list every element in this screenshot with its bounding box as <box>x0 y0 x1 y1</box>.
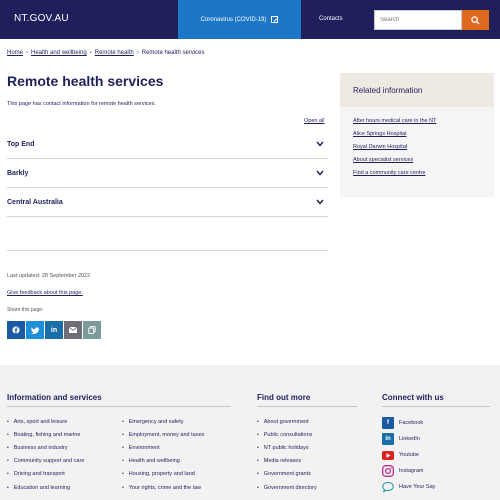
share-twitter-button[interactable] <box>26 321 44 339</box>
chevron-down-icon <box>316 141 324 147</box>
search-icon <box>471 16 480 25</box>
related-item <box>353 118 494 124</box>
related-item <box>353 170 494 176</box>
footer-link[interactable]: • Business and industry <box>7 441 84 454</box>
related-item <box>353 157 494 163</box>
social-have-your-say[interactable] <box>382 479 435 495</box>
external-link-icon <box>271 16 278 23</box>
footer-link[interactable]: • Government directory <box>257 481 317 494</box>
open-all-link[interactable]: Open all <box>304 118 325 124</box>
social-links <box>382 415 435 495</box>
chevron-right-icon: › <box>89 50 92 56</box>
chevron-right-icon: › <box>26 50 29 56</box>
social-instagram[interactable] <box>382 463 435 479</box>
share-copy-button[interactable] <box>83 321 101 339</box>
footer-link[interactable]: • Health and wellbeing <box>122 455 204 468</box>
related-link[interactable]: Find a community care centre <box>353 170 426 176</box>
accordion-label: Top End <box>7 140 35 148</box>
twitter-icon <box>31 327 39 334</box>
related-link[interactable]: About specialist services <box>353 157 414 163</box>
footer-divider <box>257 406 357 407</box>
linkedin-icon: in <box>382 433 394 445</box>
chevron-right-icon: › <box>136 50 139 56</box>
instagram-icon <box>382 465 394 477</box>
accordion-item-top-end[interactable] <box>7 130 328 159</box>
footer-link[interactable]: • Community support and care <box>7 455 84 468</box>
footer-link[interactable]: • Boating, fishing and marine <box>7 428 84 441</box>
related-link[interactable]: After hours medical care in the NT <box>353 118 437 124</box>
social-label: LinkedIn <box>399 436 420 442</box>
related-item <box>353 144 494 150</box>
copy-icon <box>88 326 96 334</box>
covid-label: Coronavirus (COVID-19) <box>200 16 267 23</box>
share-linkedin-button[interactable] <box>45 321 63 339</box>
chevron-down-icon <box>316 170 324 176</box>
related-item <box>353 131 494 137</box>
share-buttons <box>7 321 101 339</box>
footer-info-title: Information and services <box>7 393 102 402</box>
footer-link[interactable]: • Media releases <box>257 455 317 468</box>
footer-link[interactable]: • Driving and transport <box>7 468 84 481</box>
related-links <box>340 107 494 176</box>
footer-link[interactable]: • Housing, property and land <box>122 468 204 481</box>
accordion-label: Barkly <box>7 169 29 177</box>
footer-link[interactable]: • Emergency and safety <box>122 415 204 428</box>
footer-find-title: Find out more <box>257 393 311 402</box>
feedback-link[interactable]: Give feedback about this page. <box>7 290 83 296</box>
footer-link[interactable]: • Education and learning <box>7 481 84 494</box>
footer-divider <box>7 406 231 407</box>
breadcrumb-current: Remote health services <box>141 50 205 56</box>
site-header <box>0 0 500 39</box>
breadcrumb <box>7 50 204 56</box>
share-email-button[interactable] <box>64 321 82 339</box>
footer-info-list-1 <box>7 415 84 494</box>
share-facebook-button[interactable] <box>7 321 25 339</box>
related-link[interactable]: Alice Springs Hospital <box>353 131 407 137</box>
footer-find-list <box>257 415 317 494</box>
footer-link[interactable]: • Arts, sport and leisure <box>7 415 84 428</box>
related-information-panel <box>340 73 494 197</box>
footer-divider <box>382 406 490 407</box>
footer-info-list-2 <box>122 415 204 494</box>
intro-text: This page has contact information for remote health services. <box>7 101 156 107</box>
breadcrumb-health[interactable]: Health and wellbeing <box>31 50 87 56</box>
covid-link[interactable] <box>178 0 301 39</box>
footer-link[interactable]: • Your rights, crime and the law <box>122 481 204 494</box>
footer-link[interactable]: • NT public holidays <box>257 441 317 454</box>
breadcrumb-remote-health[interactable]: Remote health <box>94 50 134 56</box>
accordion-item-barkly[interactable] <box>7 159 328 188</box>
breadcrumb-home[interactable]: Home <box>7 50 24 56</box>
related-title: Related information <box>340 73 494 107</box>
site-footer <box>0 365 500 500</box>
chevron-down-icon <box>316 199 324 205</box>
social-label: Have Your Say <box>399 484 436 490</box>
search-field[interactable] <box>374 10 462 30</box>
contacts-link[interactable]: Contacts <box>319 16 343 22</box>
content-divider <box>7 250 328 251</box>
accordion <box>7 130 328 217</box>
footer-link[interactable]: • Environment <box>122 441 204 454</box>
footer-connect-title: Connect with us <box>382 393 444 402</box>
social-facebook[interactable] <box>382 415 435 431</box>
linkedin-icon: in <box>50 326 58 334</box>
accordion-label: Central Australia <box>7 198 63 206</box>
speech-bubble-icon <box>382 481 394 493</box>
facebook-icon <box>12 326 20 334</box>
social-label: Youtube <box>399 452 419 458</box>
social-linkedin[interactable] <box>382 431 435 447</box>
accordion-item-central-australia[interactable] <box>7 188 328 217</box>
email-icon <box>69 327 77 333</box>
social-label: Facebook <box>399 420 424 426</box>
footer-link[interactable]: • About government <box>257 415 317 428</box>
facebook-icon: f <box>382 417 394 429</box>
footer-link[interactable]: • Public consultations <box>257 428 317 441</box>
footer-link[interactable]: • Government grants <box>257 468 317 481</box>
page-title: Remote health services <box>7 73 164 89</box>
search-button[interactable] <box>462 10 489 30</box>
social-label: Instagram <box>399 468 424 474</box>
footer-link[interactable]: • Employment, money and taxes <box>122 428 204 441</box>
social-youtube[interactable] <box>382 447 435 463</box>
last-updated: Last updated: 28 September 2022 <box>7 273 91 279</box>
search-input[interactable] <box>375 11 461 29</box>
related-link[interactable]: Royal Darwin Hospital <box>353 144 408 150</box>
youtube-icon <box>382 449 394 461</box>
site-logo[interactable]: NT.GOV.AU <box>14 13 69 24</box>
share-label: Share this page: <box>7 307 44 313</box>
